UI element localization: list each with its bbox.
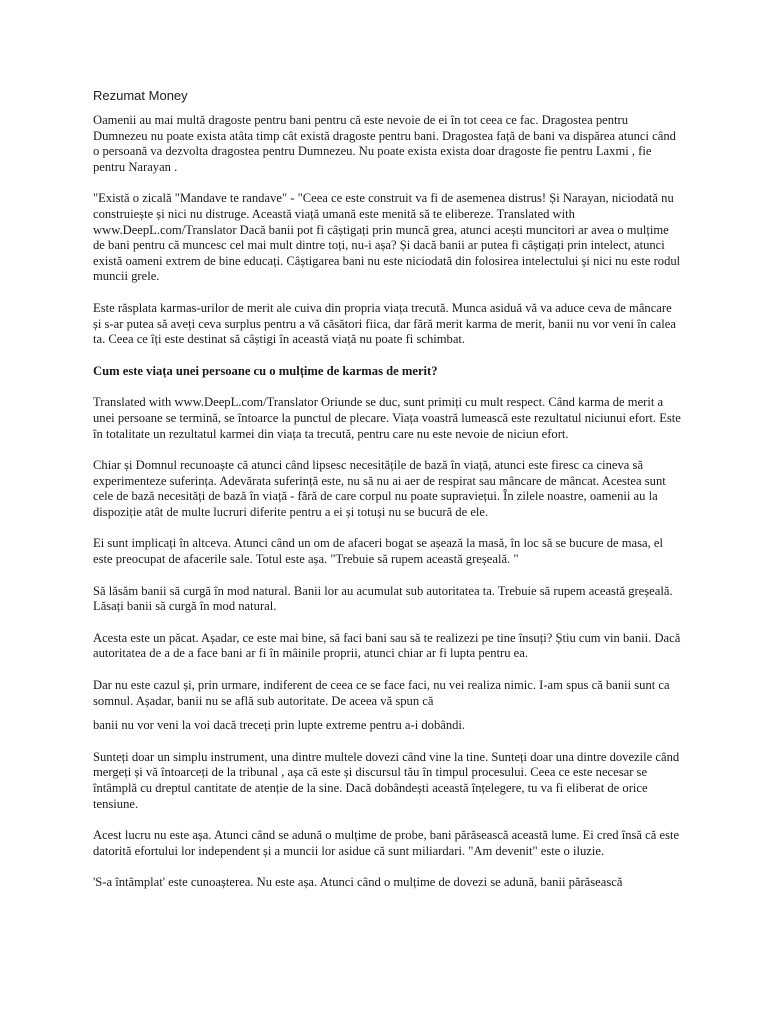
document-content xyxy=(93,88,683,907)
paragraph-7: Să lăsăm banii să curgă în mod natural. Banii lor au acumulat sub autoritatea ta. Trebuie să rupem această greșeală. Lăsați banii să curgă în mod natural. xyxy=(93,583,673,614)
paragraph-4: Translated with www.DeepL.com/Translator Oriunde se duc, sunt primiți cu mult respect. Când karma de merit a unei persoane se termină, se întoarce la punctul de plecare. Viața voastră lumească este rezultatul niciunui efort. Este în totalitate un rezultatul karmei din viața ta trecută, pentru care nu este nevoie de niciun efort. xyxy=(93,395,681,441)
paragraph-12: Acest lucru nu este așa. Atunci când se adună o mulțime de probe, bani părăsească această lume. Ei cred însă că este datorită efortului lor independent și a muncii lor asidue că sunt miliardari. "Am devenit" este o iluzie. xyxy=(93,828,680,858)
paragraph-13: 'S-a întâmplat' este cunoașterea. Nu este așa. Atunci când o mulțime de dovezi se adună, banii părăsească xyxy=(93,875,623,890)
section-heading: Cum este viața unei persoane cu o mulțime de karmas de merit? xyxy=(93,363,438,378)
paragraph-2: "Există o zicală "Mandave te randave" - "Ceea ce este construit va fi de asemenea distrus! Și Narayan, niciodată nu construiește și nici nu distruge. Această viață umană este menită să te elibereze. Translated with www.DeepL.com/Translator Dacă banii pot fi câștigați prin muncă grea, atunci acești muncitori ar avea o mulțime de bani pentru că muncesc cel mai mult dintre toți, nu-i așa? Și dacă banii ar putea fi câștigați prin intelect, atunci există oameni extrem de bine educați. Câștigarea bani nu este niciodată din folosirea intelectului și nici nu este rodul muncii grele. xyxy=(93,191,681,284)
paragraph-6: Ei sunt implicați în altceva. Atunci când un om de afaceri bogat se așează la masă, în loc să se bucure de masa, el este preocupat de afacerile sale. Totul este așa. "Trebuie să rupem această greșeală. " xyxy=(93,536,663,567)
paragraph-9: Dar nu este cazul și, prin urmare, indiferent de ceea ce se face faci, nu vei realiza nimic. I-am spus că banii sunt ca somnul. Așadar, banii nu se află sub autoritate. De aceea vă spun că xyxy=(93,678,670,708)
document-title: Rezumat Money xyxy=(93,88,188,103)
paragraph-10: banii nu vor veni la voi dacă treceți prin lupte extreme pentru a-i dobândi. xyxy=(93,718,466,733)
paragraph-11: Sunteți doar un simplu instrument, una dintre multele dovezi când vine la tine. Sunteți doar una dintre dovezile când mergeți și vă întoarceți de la tribunal , așa că este și discursul tău în timpul procesului. Ceea ce este necesar se întâmplă cu dreptul cantitate de atenție de la sine. Dacă dobândești această înțelegere, tu va fi eliberat de orice tensiune. xyxy=(93,749,680,811)
paragraph-8: Acesta este un păcat. Așadar, ce este mai bine, să faci bani sau să te realizezi pe tine însuți? Știu cum vin banii. Dacă autoritatea de a de a face bani ar fi în mâinile proprii, atunci chiar ar fi lupta pentru ea. xyxy=(93,630,681,661)
paragraph-1: Oamenii au mai multă dragoste pentru bani pentru că este nevoie de ei în tot ceea ce fac. Dragostea pentru Dumnezeu nu poate exista atâta timp cât există dragoste pentru bani. Dragostea față de bani va dispărea atunci când o persoană va dezvolta dragostea pentru Dumnezeu. Nu poate exista exista doar dragoste fie pentru Laxmi , fie pentru Narayan . xyxy=(93,113,676,174)
paragraph-5: Chiar și Domnul recunoaște că atunci când lipsesc necesitățile de bază în viață, atunci este firesc ca cineva să experimenteze suferința. Adevărata suferință este, nu să nu ai aer de respirat sau mâncare de mâncat. Acestea sunt cele de bază necesități de bază în viață - fără de care corpul nu poate supraviețui. În zilele noastre, oamenii au la dispoziție atât de multe lucruri diferite pentru a ei și totuși nu se bucură de ele. xyxy=(93,458,666,519)
paragraph-3: Este răsplata karmas-urilor de merit ale cuiva din propria viața trecută. Munca asiduă vă va aduce ceva de mâncare și s-ar putea să aveți ceva surplus pentru a vă căsători fiica, dar fără merit karma de merit, banii nu vor veni în calea ta. Ceea ce îți este destinat să câștigi în această viață nu poate fi schimbat. xyxy=(93,300,676,347)
